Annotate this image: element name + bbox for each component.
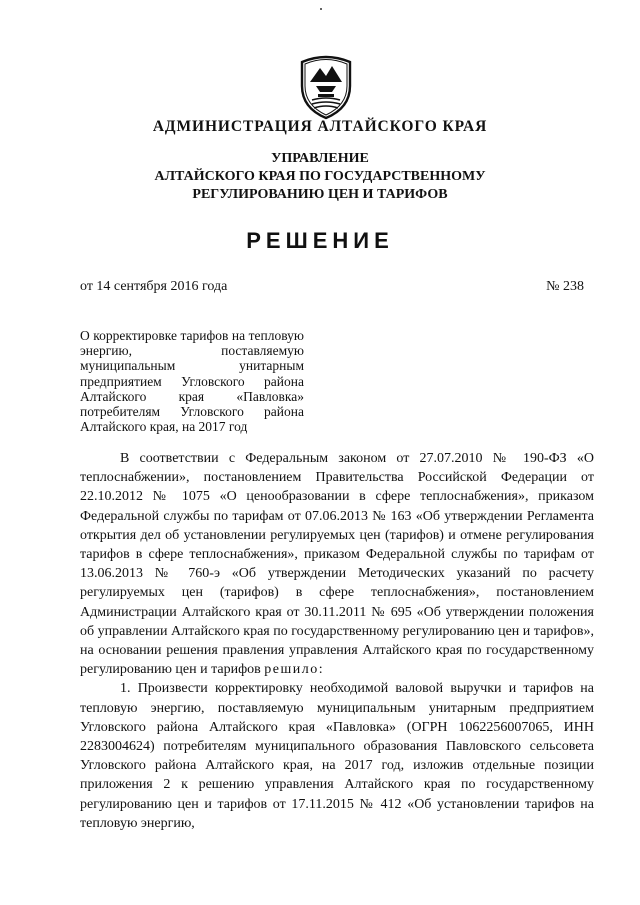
coat-of-arms-icon [296,52,356,120]
department-name [0,150,640,204]
document-title: РЕШЕНИЕ [246,228,394,253]
document-subject: О корректировке тарифов на тепловую энергию, поставляемую муниципальным унитарным предприятием Угловского района Алтайского края «Павловка» потребителям Угловского района Алтайского края, на 2017 год [80,328,304,435]
department-line: АЛТАЙСКОГО КРАЯ ПО ГОСУДАРСТВЕННОМУ [154,169,486,184]
department-line: РЕГУЛИРОВАНИЮ ЦЕН И ТАРИФОВ [192,187,448,202]
document-date: от 14 сентября 2016 года [80,279,228,294]
document-body [80,449,594,833]
document-number: № 238 [546,279,584,294]
decided-word: решило: [264,662,325,678]
scan-mark [320,8,322,10]
organization-name: АДМИНИСТРАЦИЯ АЛТАЙСКОГО КРАЯ [152,118,488,135]
body-paragraph [80,449,594,679]
preamble-text: В соответствии с Федеральным законом от 27.07.2010 № 190-ФЗ «О теплоснабжении», постановлением Правительства Российской Федерации от 22.10.2012 № 1075 «О ценообразовании в сфере теплоснабжения», приказом Федеральной службы по тарифам от 07.06.2013 № 163 «Об утверждении Регламента открытия дел об установлении регулируемых цен (тарифов) и отмене регулирования тарифов в сфере теплоснабжения», приказом Федеральной службы по тарифам от 13.06.2013 № 760-э «Об утверждении Методических указаний по расчету регулируемых цен (тарифов) в сфере теплоснабжения», постановлением Администрации Алтайского края от 30.11.2011 № 695 «Об утверждении положения об управлении Алтайского края по государственному регулированию цен и тарифов», на основании решения правления управления Алтайского края по государственному регулированию цен и тарифов [80,451,594,678]
department-line: УПРАВЛЕНИЕ [271,151,369,166]
body-paragraph: 1. Произвести корректировку необходимой валовой выручки и тарифов на тепловую энергию, поставляемую муниципальным унитарным предприятием Угловского района Алтайского края «Павловка» (ОГРН 1062256007065, ИНН 2283004624) потребителям муниципального образования Павловского сельсовета Угловского района Алтайского края, на 2017 год, изложив отдельные позиции приложения 2 к решению управления Алтайского края по государственному регулированию цен и тарифов от 17.11.2015 № 412 «Об установлении тарифов на тепловую энергию, [80,681,594,831]
